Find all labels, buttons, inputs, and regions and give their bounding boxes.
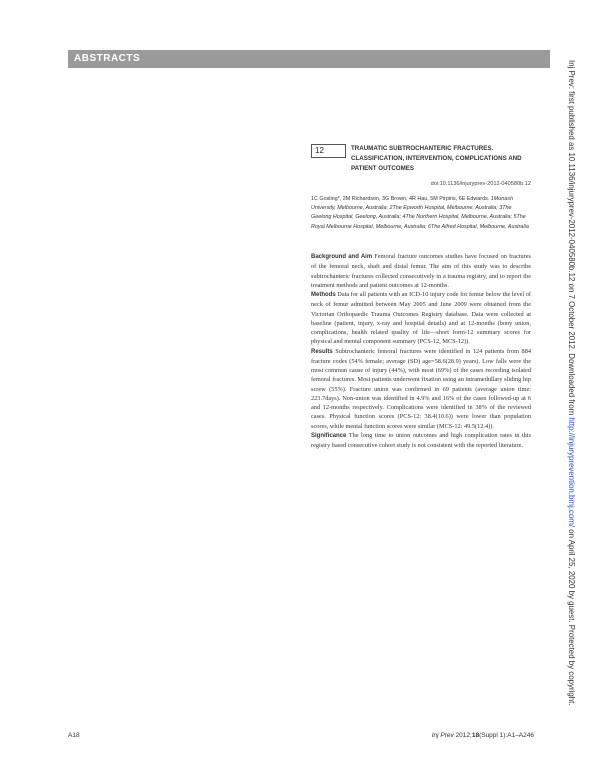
author-list: 1C Gosling*, 2M Richardson, 3G Brown, 4R Hau, 5M Pirpiris, 6E Edwards. <box>311 196 490 202</box>
journal-volume: 18 <box>471 732 480 739</box>
journal-supplement: (Suppl 1):A1–A246 <box>479 732 534 739</box>
journal-name: Inj Prev <box>431 732 454 739</box>
sidebar-prefix: Inj Prev: first published as 10.1136/injuryprev-2012-040580b.12 on 7 October 2012. Downloaded from <box>567 60 576 418</box>
section-background <box>311 252 531 290</box>
section-significance <box>311 431 531 451</box>
journal-year: 2012; <box>455 732 472 739</box>
section-heading: Significance <box>311 432 347 439</box>
page-number: A18 <box>68 732 80 739</box>
section-text: The long time to union outcomes and high complication rates in this registry based consecutive cohort study is not consistent with the reported literature. <box>311 431 531 449</box>
section-text: Femoral fracture outcomes studies have focused on fractures of the femoral neck, shaft and distal femur. The aim of this study was to describe subtrochanteric fractures collected consecutively in a trauma registry, and to report the treatment methods and patient outcomes at 12-months. <box>311 253 531 289</box>
journal-link[interactable]: http://injuryprevention.bmj.com/ <box>567 417 576 527</box>
section-text: Subtrochanteric femoral fractures were identified in 124 patients from 884 fracture codes (54% female; average (SD) age=58.6(28.9) years). Low falls were the most common cause of injury (44%), with most (69%) of the cases recording isolated femoral fractures. Most patients underwent fixation using an intramedullary sliding hip screw (55%). Fracture union was confirmed in 69 patients (average union time: 223.7days). Non-union was identified in 4.9% and 16% of the cases followed-up at 6 and 12-months respectively. Complications were identified in 38% of the reviewed cases. Physical function scores (PCS-12: 38.4(10.6)) were lower than population scores, while mental function scores were similar (MCS-12: 49.5(12.4)). <box>311 347 532 430</box>
section-heading: Methods <box>311 292 336 298</box>
section-heading: Background and Aim <box>311 254 373 260</box>
sidebar-suffix: on April 25, 2020 by guest. Protected by copyright. <box>567 526 576 706</box>
section-label: ABSTRACTS <box>74 53 141 64</box>
section-results <box>311 347 531 431</box>
abstract-title: TRAUMATIC SUBTROCHANTERIC FRACTURES. CLASSIFICATION, INTERVENTION, COMPLICATIONS AND PATIENT OUTCOMES <box>351 145 522 172</box>
citation-footer <box>424 732 534 739</box>
section-heading: Results <box>311 348 333 355</box>
author-block <box>311 195 531 232</box>
abstract-number: 12 <box>311 144 346 158</box>
section-methods <box>311 290 531 347</box>
copyright-sidebar <box>567 60 576 740</box>
abstract-body <box>311 252 531 450</box>
affiliations: 1Monash University, Melbourne, Australia; 2The Epworth Hospital, Melbourne, Australia; 3The Geelong Hospital, Geelong, Australia; 4The Northern Hospital, Melbourne, Australia; 5The Royal Melbourne Hospital, Melbourne, Australia; 6The Alfred Hospital, Melbourne, Australia <box>311 196 529 230</box>
abstract-doi: doi:10.1136/injuryprev-2012-040580b.12 <box>430 181 531 187</box>
section-banner <box>68 50 550 68</box>
section-text: Data for all patients with an ICD-10 injury code for femur below the level of neck of femur admitted between May 2005 and June 2009 were obtained from the Victorian Orthopaedic Trauma Outcomes Registry database. Data were collected at baseline (patient, injury, x-ray and hospital details) and at 12-months (bony union, complications, health related quality of life—short form-12 summary scores for physical and mental component summary (PCS-12, MCS-12)). <box>311 291 531 346</box>
